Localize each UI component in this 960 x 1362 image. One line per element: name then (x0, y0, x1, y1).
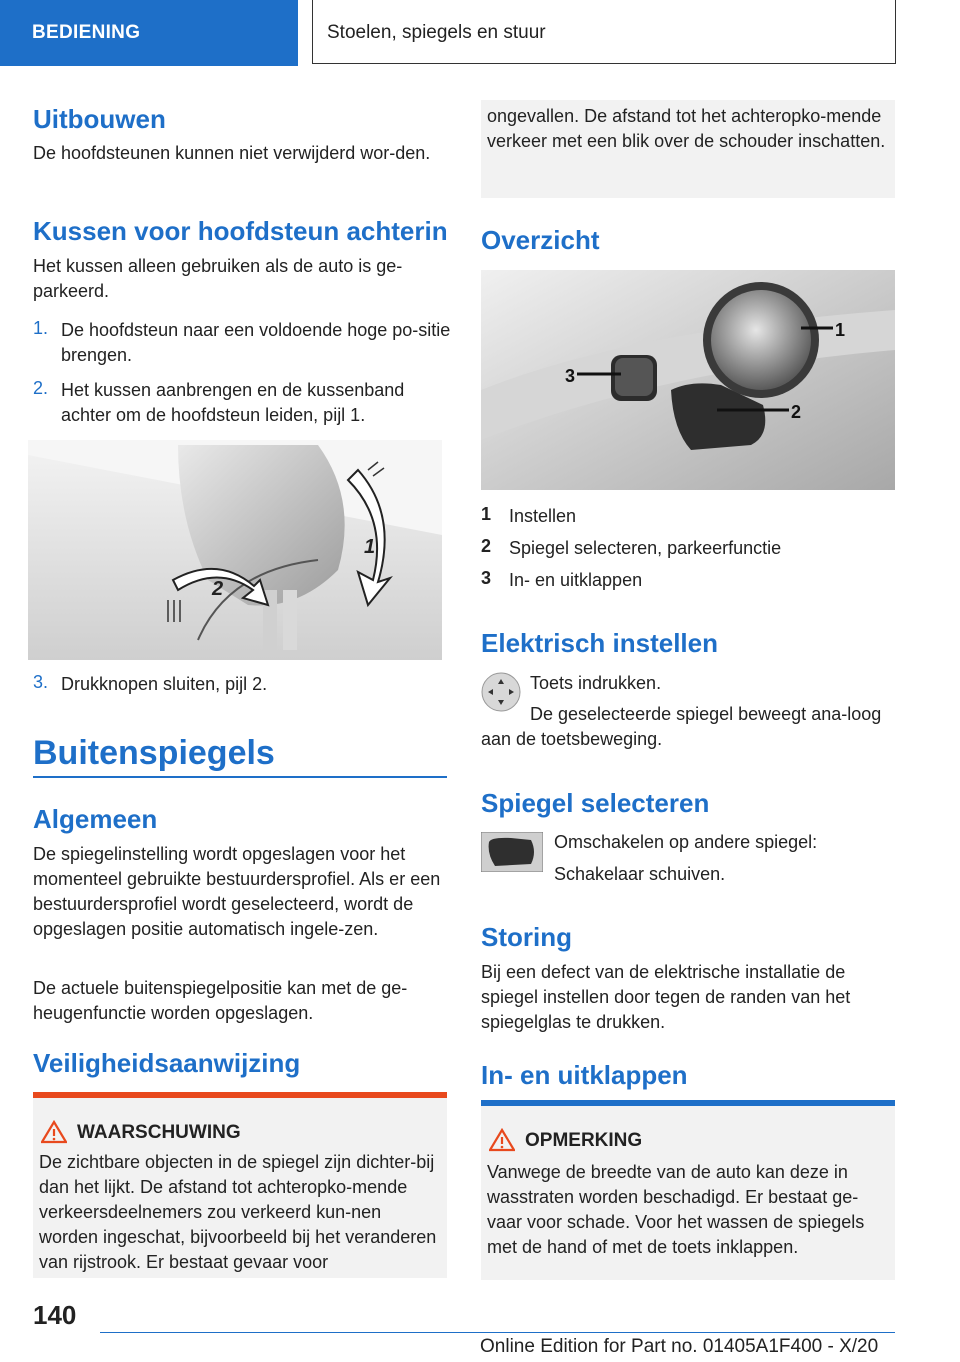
list-item: 3. Drukknopen sluiten, pijl 2. (33, 672, 268, 694)
heading-veiligheid: Veiligheidsaanwijzing (33, 1048, 301, 1078)
footer-rule (100, 1332, 895, 1333)
section-tab[interactable]: BEDIENING (0, 0, 298, 66)
warning-label: WAARSCHUWING (77, 1122, 241, 1143)
headrest-figure (28, 440, 442, 660)
warning-box (33, 1092, 447, 1278)
text-storing: Bij een defect van de elektrische installatie de spiegel instellen door tegen de randen van het spiegelglas te drukken. (481, 962, 851, 1032)
svg-text:3: 3 (565, 366, 576, 386)
heading-elektrisch: Elektrisch instellen (481, 628, 718, 658)
note-triangle-icon (489, 1128, 515, 1152)
note-bar (481, 1100, 895, 1106)
text-kussen: Het kussen alleen gebruiken als de auto is ge-parkeerd. (33, 256, 403, 301)
list-item: 3 In- en uitklappen (481, 568, 643, 590)
warning-triangle-icon (41, 1120, 67, 1144)
text-selecteren-1: Omschakelen op andere spiegel: (554, 832, 818, 852)
text-algemeen-2: De actuele buitenspiegelpositie kan met de ge-heugenfunctie worden opgeslagen. (33, 978, 408, 1023)
text-elektrisch-2: De geselecteerde spiegel beweegt ana-loog aan de toetsbeweging. (481, 704, 882, 749)
page-header (0, 0, 960, 66)
heading-uitbouwen: Uitbouwen (33, 104, 166, 134)
list-item: 2. Het kussen aanbrengen en de kussenband achter om de hoofdsteun leiden, pijl 1. (33, 378, 405, 425)
heading-inklappen: In- en uitklappen (481, 1060, 688, 1090)
heading-rule (33, 776, 447, 778)
heading-kussen: Kussen voor hoofdsteun achterin (33, 216, 448, 246)
legend-list (481, 504, 895, 600)
heading-selecteren: Spiegel selecteren (481, 788, 710, 818)
heading-algemeen: Algemeen (33, 804, 158, 834)
heading-overzicht: Overzicht (481, 225, 600, 255)
text-uitbouwen: De hoofdsteunen kunnen niet verwijderd wor-den. (33, 143, 431, 163)
note-text: Vanwege de breedte van de auto kan deze in wasstraten worden beschadigd. Er bestaat ge-vaar voor schade. Voor het wassen de spiegels met de hand of met de toets inklappen. (487, 1162, 865, 1257)
arrow-label-1: 1 (364, 536, 376, 558)
arrow-label-2: 2 (212, 578, 224, 600)
note-box (481, 1100, 895, 1280)
note-label: OPMERKING (525, 1130, 643, 1151)
list-item: 1 Instellen (481, 504, 577, 526)
step-list (33, 318, 451, 425)
edition-text: Online Edition for Part no. 01405A1F400 - X/20 (480, 1336, 879, 1357)
chapter-title: Stoelen, spiegels en stuur (312, 0, 896, 64)
warning-box-continued (481, 100, 895, 198)
text-algemeen-1: De spiegelinstelling wordt opgeslagen voor het momenteel gebruikte bestuurdersprofiel. Als er een bestuurdersprofiel wordt geselecteerd, wordt de opgeslagen positie automatisch ingele-zen. (33, 844, 441, 939)
list-item: 2 Spiegel selecteren, parkeerfunctie (481, 536, 782, 558)
mirror-select-switch-icon (481, 832, 543, 872)
text-selecteren-2: Schakelaar schuiven. (554, 864, 726, 884)
chapter-heading-buitenspiegels: Buitenspiegels (33, 734, 275, 772)
warning-bar (33, 1092, 447, 1098)
svg-text:1: 1 (835, 320, 846, 340)
list-item: 1. De hoofdsteun naar een voldoende hoge po-sitie brengen. (33, 318, 451, 365)
mirror-controls-figure (481, 270, 895, 490)
warning-text-cont: ongevallen. De afstand tot het achteropko-mende verkeer met een blik over de schouder inschatten. (487, 106, 886, 151)
svg-text:2: 2 (791, 402, 802, 422)
text-elektrisch-1: Toets indrukken. (530, 673, 662, 693)
warning-text: De zichtbare objecten in de spiegel zijn dichter-bij dan het lijkt. De afstand tot achteropko-mende verkeersdeelnemers zou verkeerd kun-nen worden ingeschat, bijvoorbeeld bij het veranderen van rijstrook. Er bestaat gevaar voor (39, 1152, 437, 1272)
heading-storing: Storing (481, 922, 572, 952)
page-number: 140 (33, 1300, 77, 1330)
